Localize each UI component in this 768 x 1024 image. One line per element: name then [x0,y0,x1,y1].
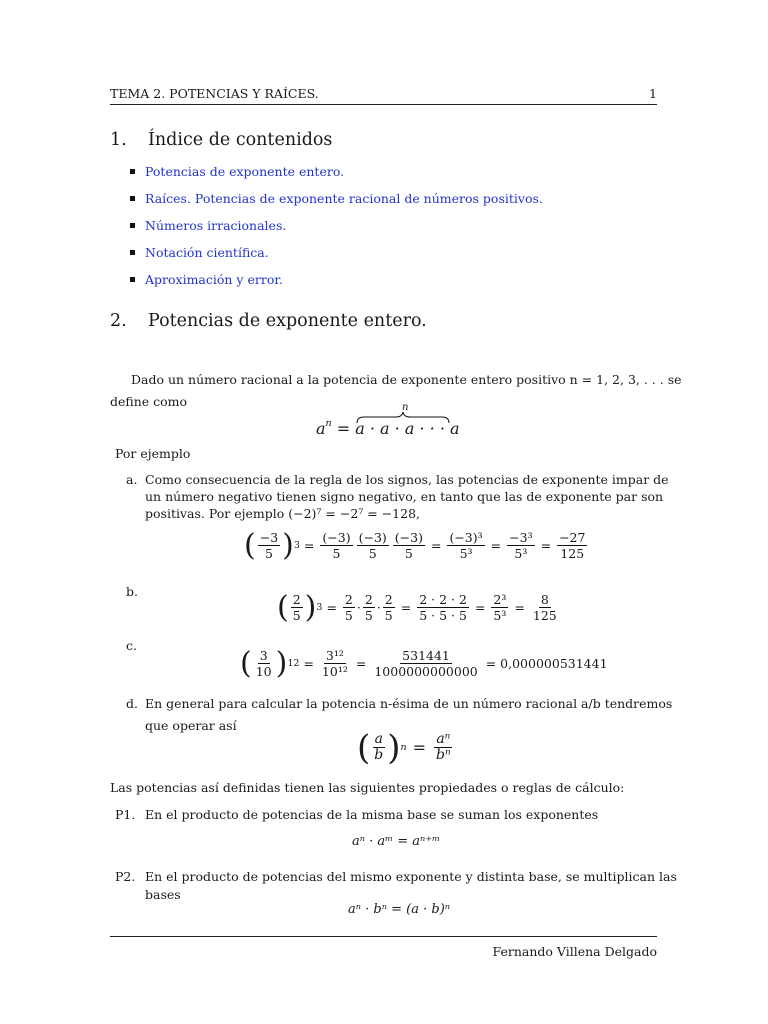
bullet-icon [130,277,135,282]
bullet-icon [130,250,135,255]
equation-c-result: = 0,000000531441 [485,656,608,671]
item-d-label: d. [126,696,138,711]
property-2-formula: aⁿ · bⁿ = (a · b)ⁿ [348,902,451,917]
equation-a: ( $\frac{-3}{5}$ ) 3 = $\frac{(-3)}{5}$ $\frac{(-3)}{5}$ $\frac{(-3)}{5}$ = $\frac{\text{(−3)³}}{\text{5³}}$ = $\frac{\text{−3³}}{\text{5³}}$ = $\frac{-27}{125}$ [244,527,586,563]
section-number: 2. [110,311,127,331]
fraction: $\frac{3}{10}$ [255,648,272,679]
section-number: 1. [110,130,127,150]
item-a-line: positivas. Por ejemplo (−2)⁷ = −2⁷ = −128, [145,506,421,521]
section-title: Índice de contenidos [148,130,333,150]
intro-line-2: define como [110,394,188,409]
definition-base: a [316,419,326,438]
property-1-formula: aⁿ · aᵐ = aⁿ⁺ᵐ [352,834,441,849]
por-ejemplo: Por ejemplo [115,446,191,461]
toc-item[interactable] [130,164,344,179]
footer-rule [110,936,657,937]
equation-d: ( $\frac{a}{b}$ ) n = $\frac{\text{aⁿ}}{\text{bⁿ}}$ [357,727,451,768]
fraction: $\frac{\text{−3³}}{\text{5³}}$ [509,530,533,561]
fraction: $\frac{-3}{5}$ [259,530,279,561]
toc-link[interactable]: Aproximación y error. [145,272,283,287]
fraction: $\frac{(-3)}{5}$ [358,530,387,561]
toc-link[interactable]: Potencias de exponente entero. [145,164,345,179]
fraction: $\frac{\text{aⁿ}}{\text{bⁿ}}$ [436,731,451,763]
section-2-heading [110,311,427,331]
item-b-label: b. [126,584,138,599]
header-title: TEMA 2. POTENCIAS Y RAÍCES. [110,86,319,101]
item-a-line: un número negativo tienen signo negativo, en tanto que las de exponente par son [145,489,664,504]
running-header [110,86,657,101]
property-1-text: En el producto de potencias de la misma base se suman los exponentes [145,807,599,822]
fraction: $\frac{2}{5}$ [292,592,301,623]
fraction: $\frac{2 \cdot 2 \cdot 2}{5 \cdot 5 \cdot 5}$ [419,592,467,623]
fraction: $\frac{2}{5}$ [364,592,373,623]
fraction: $\frac{8}{125}$ [532,592,557,623]
fraction: $\frac{2}{5}$ [344,592,353,623]
toc-item[interactable] [130,218,286,233]
fraction: $\frac{\text{3¹²}}{\text{10¹²}}$ [321,648,348,679]
item-a-line: Como consecuencia de la regla de los signos, las potencias de exponente impar de [145,472,669,487]
intro-line-1: Dado un número racional a la potencia de exponente entero positivo n = 1, 2, 3, . . . se [131,372,682,387]
toc-item[interactable] [130,245,269,260]
property-2-label: P2. [115,869,136,884]
toc-item[interactable] [130,272,283,287]
item-a-label: a. [126,472,138,487]
toc-link[interactable]: Notación científica. [145,245,269,260]
equation-c: ( $\frac{3}{10}$ ) 12 = $\frac{\text{3¹²}}{\text{10¹²}}$ = $\frac{531441}{1000000000000}$ = 0,000000531441 [240,645,608,681]
equation-b: ( $\frac{2}{5}$ ) 3 = $\frac{2}{5}$ · $\frac{2}{5}$ · $\frac{2}{5}$ = $\frac{2 \cdot 2 \cdot 2}{5 \cdot 5 \cdot 5}$ = $\frac{\text{2³}}{\text{5³}}$ = $\frac{8}{125}$ [277,589,557,625]
fraction: $\frac{2}{5}$ [384,592,393,623]
bullet-icon [130,169,135,174]
fraction: $\frac{\text{2³}}{\text{5³}}$ [493,592,507,623]
fraction: $\frac{\text{(−3)³}}{\text{5³}}$ [449,530,483,561]
page-number: 1 [649,86,657,101]
definition-product: = a · a · a · · · a [336,419,460,438]
header-rule [110,104,657,105]
definition-exponent: n [325,418,332,429]
toc-item[interactable] [130,191,543,206]
item-d-line: En general para calcular la potencia n-ésima de un número racional a/b tendremos [145,696,673,711]
fraction: $\frac{(-3)}{5}$ [322,530,351,561]
item-d-line: que operar así [145,718,237,733]
property-2-line: bases [145,887,181,902]
footer-author: Fernando Villena Delgado [492,944,657,959]
definition-formula [316,402,460,442]
fraction: $\frac{531441}{1000000000000}$ [374,648,478,679]
section-1-heading [110,130,332,150]
property-2-line: En el producto de potencias del mismo exponente y distinta base, se multiplican las [145,869,677,884]
properties-intro: Las potencias así definidas tienen las siguientes propiedades o reglas de cálculo: [110,780,625,795]
section-title: Potencias de exponente entero. [148,311,427,331]
item-c-label: c. [126,638,137,653]
property-1-label: P1. [115,807,136,822]
bullet-icon [130,196,135,201]
toc-link[interactable]: Raíces. Potencias de exponente racional de números positivos. [145,191,543,206]
bullet-icon [130,223,135,228]
fraction: $\frac{-27}{125}$ [559,530,586,561]
fraction: $\frac{a}{b}$ [374,731,384,763]
toc-link[interactable]: Números irracionales. [145,218,287,233]
brace-label: n [402,402,409,413]
fraction: $\frac{(-3)}{5}$ [394,530,423,561]
